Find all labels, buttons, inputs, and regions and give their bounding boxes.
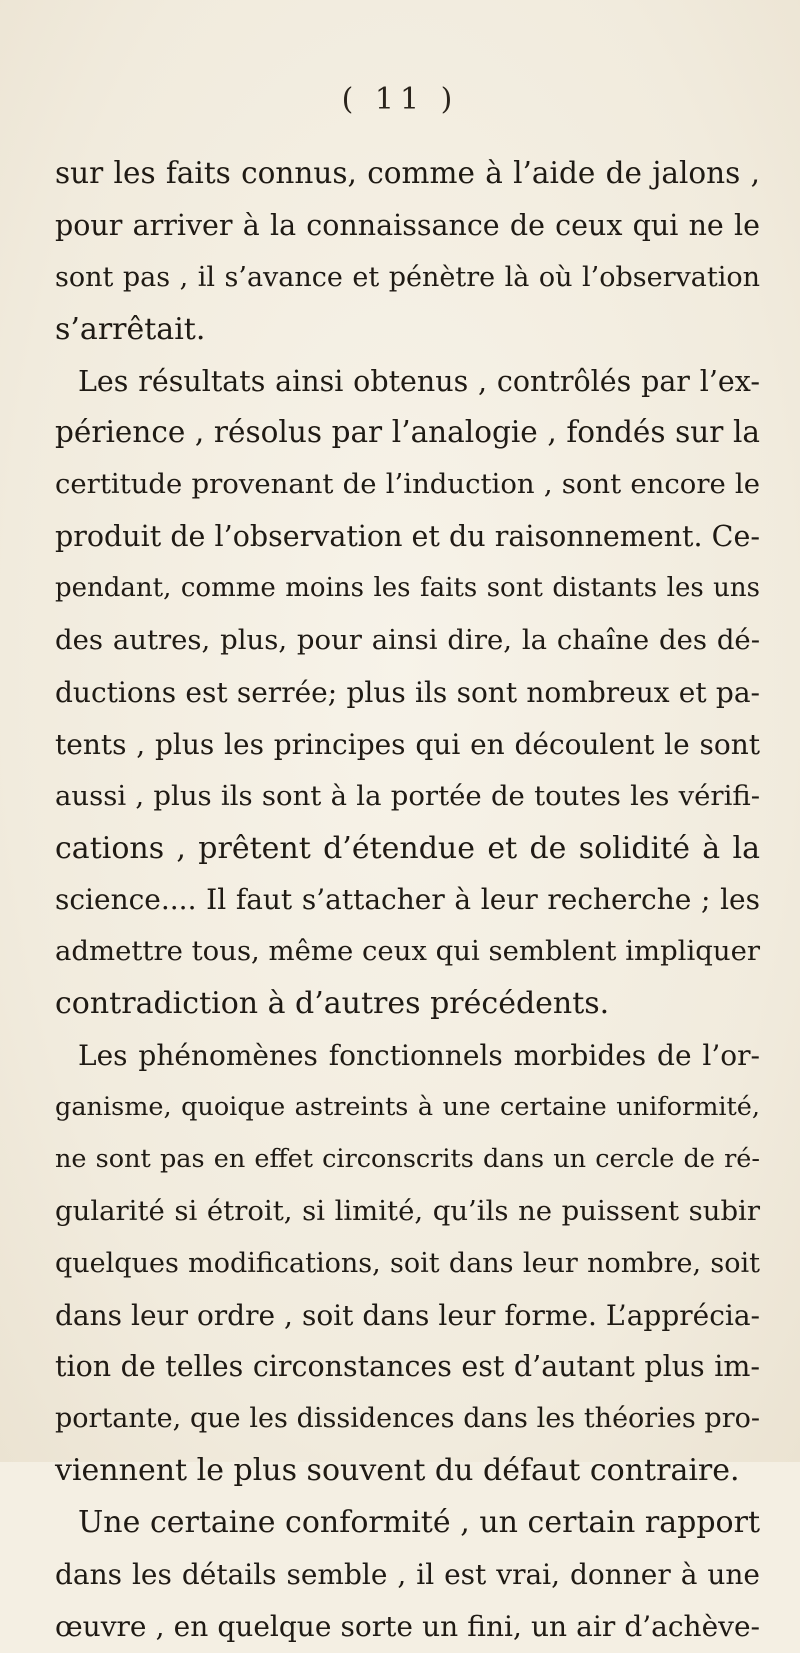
- page-number: ( 11 ): [341, 82, 459, 117]
- text-line: Les phénomènes fonctionnels morbides de l’or-: [78, 1039, 760, 1073]
- text-line: portante, que les dissidences dans les théories pro-: [55, 1403, 760, 1435]
- text-line: pour arriver à la connaissance de ceux qui ne le: [55, 208, 760, 242]
- text-line: des autres, plus, pour ainsi dire, la chaîne des dé-: [55, 624, 760, 657]
- body-text: [55, 148, 760, 1653]
- text-line: sur les faits connus, comme à l’aide de jalons ,: [55, 156, 760, 190]
- text-line: ganisme, quoique astreints à une certaine uniformité,: [55, 1092, 760, 1123]
- text-line: œuvre , en quelque sorte un fini, un air d’achève-: [55, 1609, 760, 1643]
- text-line: périence , résolus par l’analogie , fondés sur la: [55, 415, 760, 450]
- text-line: certitude provenant de l’induction , sont encore le: [55, 468, 760, 501]
- text-line: tion de telles circonstances est d’autant plus im-: [55, 1350, 760, 1384]
- text-line: Les résultats ainsi obtenus , contrôlés par l’ex-: [78, 364, 760, 398]
- text-line: pendant, comme moins les faits sont distants les uns: [55, 573, 760, 604]
- text-line: gularité si étroit, si limité, qu’ils ne puissent subir: [55, 1194, 760, 1227]
- text-line: dans les détails semble , il est vrai, donner à une: [55, 1558, 760, 1592]
- text-line: contradiction à d’autres précédents.: [55, 986, 610, 1022]
- text-line: Une certaine conformité , un certain rapport: [78, 1505, 760, 1541]
- text-line: s’arrêtait.: [55, 311, 206, 347]
- text-line: admettre tous, même ceux qui semblent impliquer: [55, 935, 760, 968]
- text-line: produit de l’observation et du raisonnement. Ce-: [55, 520, 760, 554]
- text-line: aussi , plus ils sont à la portée de toutes les vérifi-: [55, 779, 760, 812]
- text-line: science.... Il faut s’attacher à leur recherche ; les: [55, 883, 760, 917]
- text-line: ne sont pas en effet circonscrits dans un cercle de ré-: [55, 1143, 760, 1174]
- text-line: quelques modifications, soit dans leur nombre, soit: [55, 1247, 760, 1279]
- text-line: tents , plus les principes qui en découlent le sont: [55, 727, 760, 761]
- text-line: viennent le plus souvent du défaut contraire.: [55, 1453, 740, 1489]
- text-line: cations , prêtent d’étendue et de solidité à la: [55, 830, 760, 866]
- text-line: sont pas , il s’avance et pénètre là où l’observation: [55, 261, 760, 293]
- text-line: dans leur ordre , soit dans leur forme. L’apprécia-: [55, 1298, 760, 1332]
- text-line: ductions est serrée; plus ils sont nombreux et pa-: [55, 675, 760, 709]
